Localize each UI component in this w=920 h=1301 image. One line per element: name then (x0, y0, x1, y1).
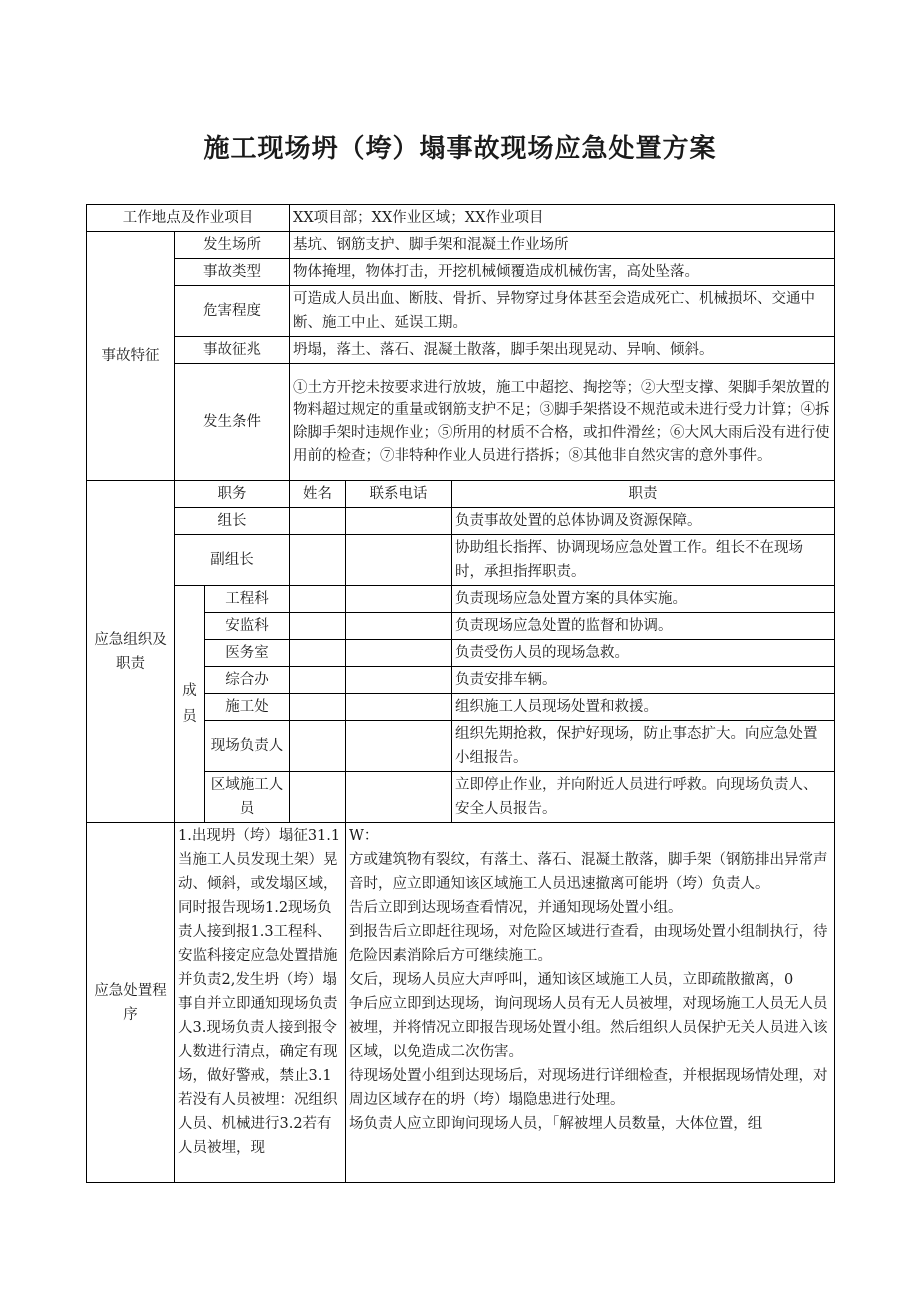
feature-value: 基坑、钢筋支护、脚手架和混凝土作业场所 (290, 232, 835, 259)
org-header-phone: 联系电话 (346, 481, 452, 508)
member-duty: 立即停止作业，并向附近人员进行呼救。向现场负责人、安全人员报告。 (452, 772, 835, 823)
name-cell (290, 586, 346, 613)
org-header-position: 职务 (175, 481, 290, 508)
name-cell (290, 772, 346, 823)
feature-row (87, 364, 835, 481)
procedure-line: 场负责人应立即询问现场人员，「解被埋人员数量，大体位置，组 (349, 1116, 763, 1132)
phone-cell (346, 613, 452, 640)
member-row (87, 586, 835, 613)
org-header-duty: 职责 (452, 481, 835, 508)
name-cell (290, 508, 346, 535)
procedure-line: 告后立即到达现场查看情况，并通知现场处置小组。 (349, 900, 683, 916)
phone-cell (346, 721, 452, 772)
members-label: 成员 (175, 586, 205, 823)
member-label: 综合办 (205, 667, 290, 694)
member-label: 区域施工人员 (205, 772, 290, 823)
feature-label: 危害程度 (175, 286, 290, 337)
feature-value: ①土方开挖未按要求进行放坡，施工中超挖、掏挖等；②大型支撑、架脚手架放置的物料超过规定的重量或钢筋支护不足；③脚手架搭设不规范或未进行受力计算；④拆除脚手架时违规作业；⑤所用的材质不合格，或扣件滑丝；⑥大风大雨后没有进行使用前的检查；⑦非特种作业人员进行搭拆；⑧其他非自然灾害的意外事件。 (290, 364, 835, 481)
feature-row (87, 337, 835, 364)
name-cell (290, 694, 346, 721)
feature-value: 可造成人员出血、断肢、骨折、异物穿过身体甚至会造成死亡、机械损坏、交通中断、施工中止、延误工期。 (290, 286, 835, 337)
page-title: 施工现场坍（垮）塌事故现场应急处置方案 (203, 134, 717, 164)
phone-cell (346, 535, 452, 586)
member-duty: 组织施工人员现场处置和救援。 (452, 694, 835, 721)
name-cell (290, 721, 346, 772)
member-duty: 负责现场应急处置方案的具体实施。 (452, 586, 835, 613)
leader-label: 组长 (175, 508, 290, 535)
deputy-duty: 协助组长指挥、协调现场应急处置工作。组长不在现场时，承担指挥职责。 (452, 535, 835, 586)
name-cell (290, 667, 346, 694)
feature-value: 物体掩埋，物体打击，开挖机械倾覆造成机械伤害，高处坠落。 (290, 259, 835, 286)
procedure-steps-right (346, 823, 835, 1183)
member-duty: 负责受伤人员的现场急救。 (452, 640, 835, 667)
phone-cell (346, 694, 452, 721)
org-header-row (87, 481, 835, 508)
member-label: 安监科 (205, 613, 290, 640)
procedure-line: 到报告后立即赶往现场，对危险区域进行查看，由现场处置小组制执行，待危险因素消除后方可继续施工。 (349, 924, 828, 964)
deputy-label: 副组长 (175, 535, 290, 586)
emergency-org-label: 应急组织及职责 (87, 481, 175, 823)
feature-label: 发生场所 (175, 232, 290, 259)
leader-duty: 负责事故处置的总体协调及资源保障。 (452, 508, 835, 535)
member-label: 医务室 (205, 640, 290, 667)
org-row-deputy (87, 535, 835, 586)
accident-features-label: 事故特征 (87, 232, 175, 481)
work-location-row (87, 205, 835, 232)
work-location-label: 工作地点及作业项目 (87, 205, 290, 232)
feature-row (87, 232, 835, 259)
procedure-steps-left: 1.出现坍（垮）塌征31.1当施工人员发现土架）晃动、倾斜，或发塌区域，同时报告现场1.2现场负责人接到报1.3工程科、安监科接定应急处置措施并负责2,发生坍（垮）塌事自并立即通知现场负责人3.现场负责人接到报令人数进行清点，确定有现场，做好警戒，禁止3.1若没有人员被埋：况组织人员、机械进行3.2若有人员被埋，现 (175, 823, 346, 1183)
name-cell (290, 613, 346, 640)
procedure-line: 方或建筑物有裂纹，有落土、落石、混凝土散落，脚手架（钢筋排出异常声音时，应立即通知该区域施工人员迅速撤离可能坍（垮）负责人。 (349, 852, 828, 892)
procedure-line: 争后应立即到达现场，询问现场人员有无人员被埋，对现场施工人员无人员被埋，并将情况立即报告现场处置小组。然后组织人员保护无关人员进入该区域，以免造成二次伤害。 (349, 996, 828, 1060)
procedure-row (87, 823, 835, 1183)
feature-value: 坍塌，落土、落石、混凝土散落，脚手架出现晃动、异响、倾斜。 (290, 337, 835, 364)
member-duty: 组织先期抢救，保护好现场，防止事态扩大。向应急处置小组报告。 (452, 721, 835, 772)
feature-label: 事故征兆 (175, 337, 290, 364)
name-cell (290, 640, 346, 667)
member-label: 工程科 (205, 586, 290, 613)
org-header-name: 姓名 (290, 481, 346, 508)
feature-row (87, 259, 835, 286)
member-label: 施工处 (205, 694, 290, 721)
phone-cell (346, 667, 452, 694)
feature-label: 事故类型 (175, 259, 290, 286)
procedure-line: 待现场处置小组到达现场后，对现场进行详细检查，并根据现场情处理，对周边区域存在的坍（垮）塌隐患进行处理。 (349, 1068, 828, 1108)
work-location-value: XX项目部；XX作业区域；XX作业项目 (290, 205, 835, 232)
procedure-line: W： (349, 828, 379, 844)
feature-row (87, 286, 835, 337)
feature-label: 发生条件 (175, 364, 290, 481)
phone-cell (346, 640, 452, 667)
phone-cell (346, 508, 452, 535)
phone-cell (346, 586, 452, 613)
procedure-line: 攵后，现场人员应大声呼叫，通知该区域施工人员，立即疏散撤离，0 (349, 972, 794, 988)
member-duty: 负责安排车辆。 (452, 667, 835, 694)
name-cell (290, 535, 346, 586)
emergency-plan-table (86, 204, 835, 1183)
member-label: 现场负责人 (205, 721, 290, 772)
phone-cell (346, 772, 452, 823)
member-duty: 负责现场应急处置的监督和协调。 (452, 613, 835, 640)
procedure-label: 应急处置程序 (87, 823, 175, 1183)
org-row-leader (87, 508, 835, 535)
